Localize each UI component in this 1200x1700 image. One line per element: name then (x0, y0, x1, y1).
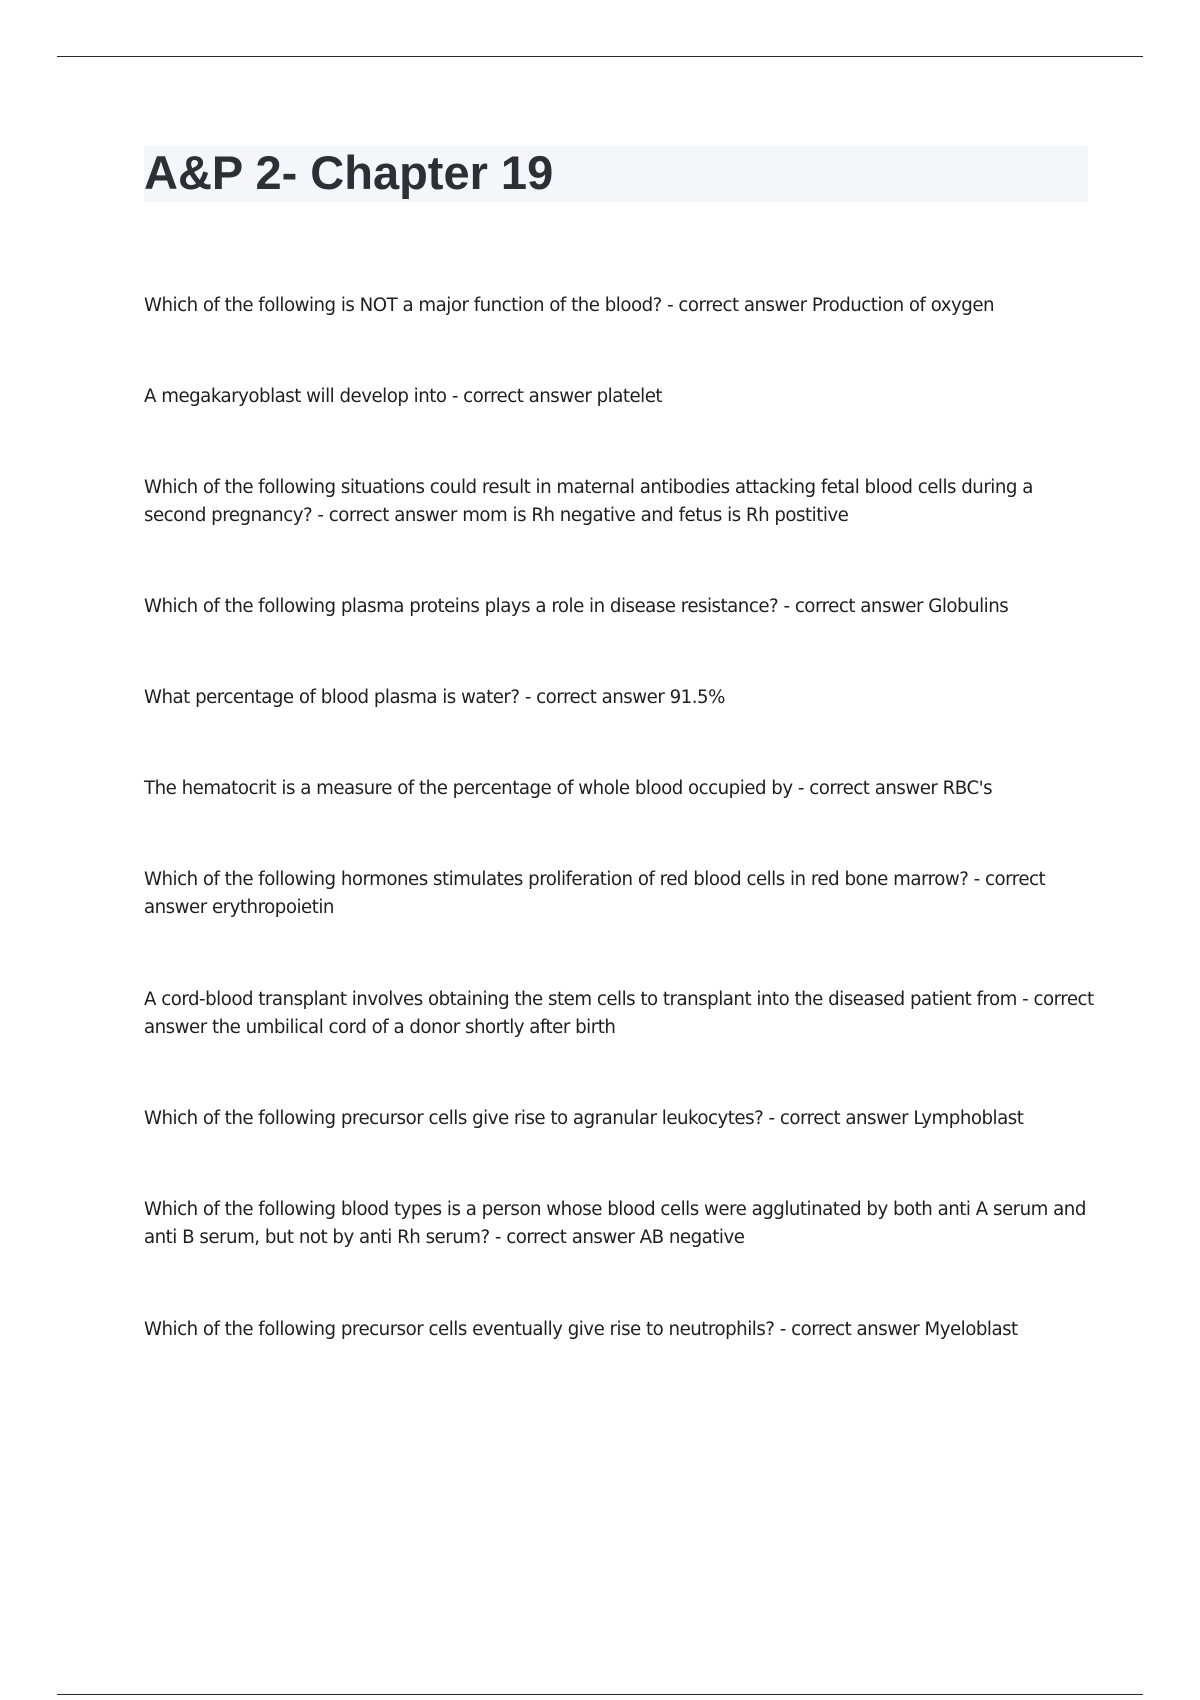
answer-text: platelet (596, 386, 663, 407)
qa-item (144, 383, 1094, 411)
question-text: Which of the following is NOT a major function of the blood? (144, 295, 662, 316)
answer-text: Lymphoblast (913, 1108, 1024, 1129)
answer-separator: - correct answer (489, 1227, 640, 1248)
answer-text: RBC's (942, 778, 993, 799)
answer-text: erythropoietin (211, 897, 334, 918)
answer-separator: - correct answer (446, 386, 597, 407)
answer-text: AB negative (639, 1227, 745, 1248)
answer-separator: - correct answer (144, 869, 1046, 918)
question-text: Which of the following situations could result in maternal antibodies attacking fetal blood cells during a second pregnancy? (144, 477, 1033, 526)
answer-text: Production of oxygen (811, 295, 995, 316)
document-title: A&P 2- Chapter 19 (144, 146, 554, 199)
bottom-rule (57, 1694, 1143, 1695)
qa-item (144, 292, 1094, 320)
answer-separator: - correct answer (312, 505, 463, 526)
answer-text: Globulins (928, 596, 1009, 617)
qa-item (144, 1196, 1094, 1252)
answer-separator: - correct answer (774, 1319, 925, 1340)
answer-text: 91.5% (669, 687, 725, 708)
top-rule (57, 56, 1143, 57)
qa-item (144, 866, 1094, 922)
qa-item (144, 1316, 1094, 1344)
answer-text: Myeloblast (924, 1319, 1018, 1340)
answer-separator: - correct answer (661, 295, 812, 316)
question-text: Which of the following hormones stimulates proliferation of red blood cells in red bone marrow? (144, 869, 969, 890)
question-text: What percentage of blood plasma is water? (144, 687, 520, 708)
question-text: A cord-blood transplant involves obtaining the stem cells to transplant into the diseased patient from (144, 989, 1017, 1010)
answer-text: the umbilical cord of a donor shortly after birth (211, 1017, 616, 1038)
qa-item (144, 775, 1094, 803)
question-text: A megakaryoblast will develop into (144, 386, 447, 407)
question-text: The hematocrit is a measure of the percentage of whole blood occupied by (144, 778, 793, 799)
qa-item (144, 1105, 1094, 1133)
qa-item (144, 593, 1094, 621)
question-text: Which of the following precursor cells eventually give rise to neutrophils? (144, 1319, 775, 1340)
question-text: Which of the following precursor cells give rise to agranular leukocytes? (144, 1108, 764, 1129)
answer-text: mom is Rh negative and fetus is Rh postitive (462, 505, 849, 526)
question-text: Which of the following blood types is a person whose blood cells were agglutinated by both anti A serum and anti B serum, but not by anti Rh serum? (144, 1199, 1086, 1248)
answer-separator: - correct answer (792, 778, 943, 799)
answer-separator: - correct answer (763, 1108, 914, 1129)
answer-separator: - correct answer (519, 687, 670, 708)
qa-item (144, 474, 1094, 530)
qa-item (144, 986, 1094, 1042)
question-text: Which of the following plasma proteins plays a role in disease resistance? (144, 596, 779, 617)
answer-separator: - correct answer (144, 989, 1094, 1038)
answer-separator: - correct answer (778, 596, 929, 617)
qa-item (144, 684, 1094, 712)
